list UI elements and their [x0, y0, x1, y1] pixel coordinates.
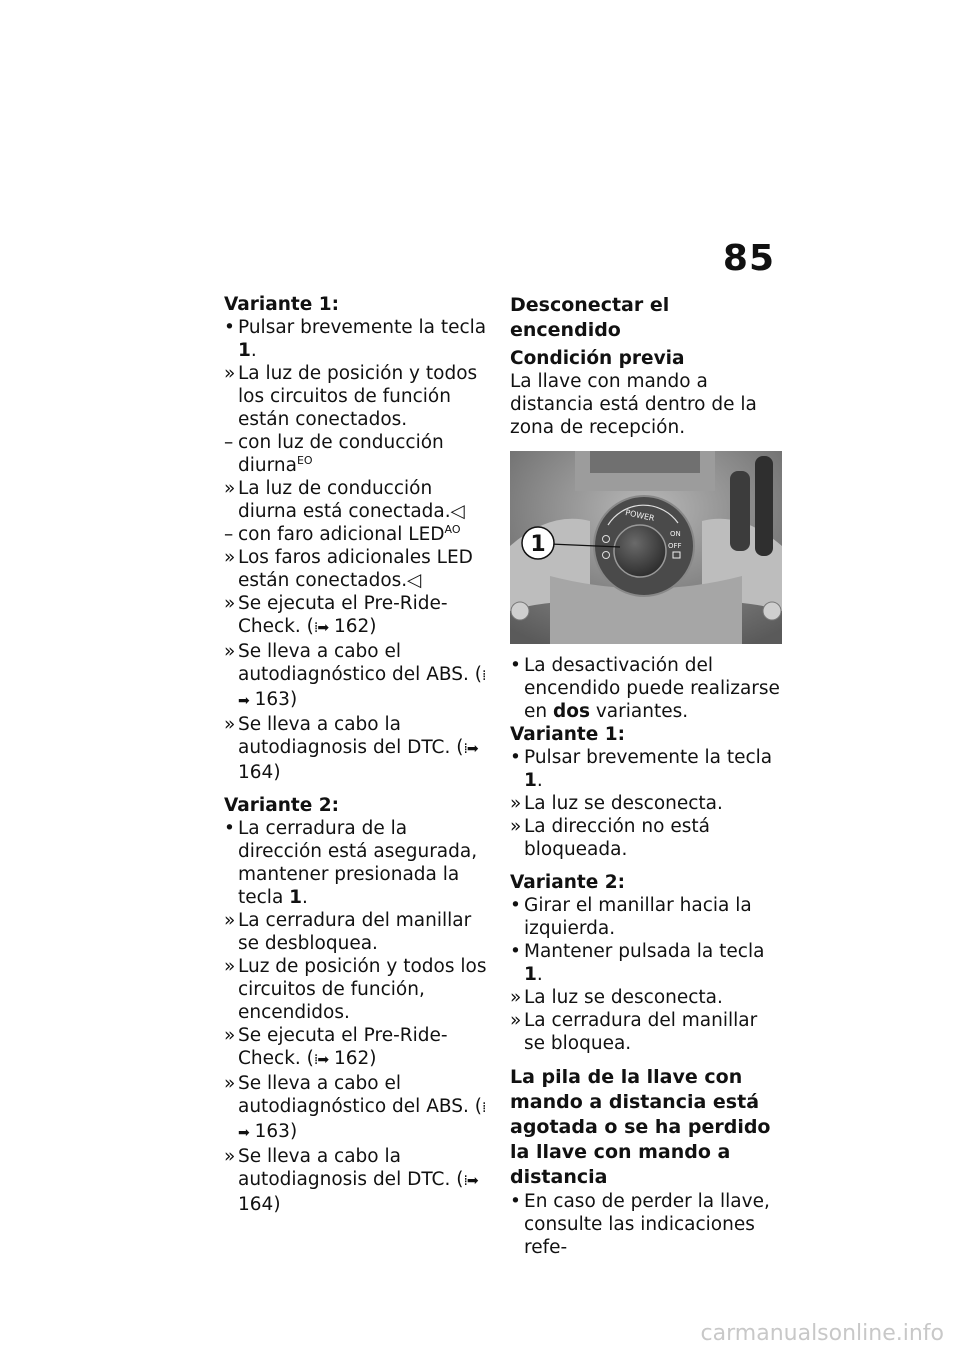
page-number: 85	[722, 238, 775, 279]
result-marker: »	[224, 547, 236, 568]
page-reference-arrow-icon: ⁞➡	[238, 668, 486, 709]
page-reference-link[interactable]: 163	[248, 1121, 290, 1142]
result-marker: »	[224, 910, 236, 931]
list-item: » Se lleva a cabo el autodiagnóstico del ABS. (⁞➡ 163)	[224, 1073, 486, 1142]
variant-1-list	[224, 316, 492, 784]
lost-key-list	[510, 1190, 782, 1259]
page-reference-link[interactable]: 164	[238, 1194, 274, 1215]
bullet-marker: •	[224, 818, 235, 839]
result-marker: »	[510, 793, 522, 814]
list-item: » La luz se desconecta.	[510, 987, 723, 1008]
list-item: » Se lleva a cabo la autodiagnosis del DTC. (⁞➡ 164)	[224, 1146, 478, 1215]
right-variant-1-list	[510, 746, 782, 861]
callout-number: 1	[530, 532, 546, 557]
lost-key-heading: La pila de la llave con mando a distancia está agotada o se ha perdido la llave con mando a distancia	[510, 1066, 771, 1188]
variant-1-heading: Variante 1:	[224, 294, 340, 315]
option-superscript: AO	[444, 522, 461, 536]
option-superscript: EO	[296, 453, 313, 467]
list-item: • Pulsar brevemente la tecla 1.	[224, 317, 487, 361]
left-column	[224, 293, 492, 1216]
result-marker: »	[510, 1010, 522, 1031]
ignition-button-photo	[510, 451, 782, 644]
list-item: • La desactivación del encendido puede realizarse en dos variantes.	[510, 655, 780, 722]
list-item: » Se lleva a cabo el autodiagnóstico del ABS. (⁞➡ 163)	[224, 641, 486, 710]
result-marker: »	[510, 816, 522, 837]
page-reference-arrow-icon: ⁞➡	[313, 1052, 329, 1068]
right-variant-2-heading: Variante 2:	[510, 872, 626, 893]
list-item: » La cerradura del manillar se bloquea.	[510, 1010, 758, 1054]
result-marker: »	[224, 478, 236, 499]
result-marker: »	[224, 1073, 236, 1094]
precondition-text: La llave con mando a distancia está dentro de la zona de recepción.	[510, 371, 757, 438]
key-reference: dos	[553, 701, 590, 722]
page-reference-arrow-icon: ⁞➡	[238, 1100, 486, 1141]
list-item: • Mantener pulsada la tecla 1.	[510, 941, 765, 985]
list-item: • La cerradura de la dirección está asegurada, mantener presionada la tecla 1.	[224, 818, 478, 908]
page-reference-arrow-icon: ⁞➡	[463, 1173, 478, 1189]
list-item: » Se ejecuta el Pre-Ride-Check. (⁞➡ 162)	[224, 593, 448, 637]
result-marker: »	[224, 641, 236, 662]
key-reference: 1	[289, 887, 303, 908]
bullet-marker: •	[510, 655, 521, 676]
list-item: » La luz de conducción diurna está conectada.◁	[224, 478, 465, 522]
bullet-marker: •	[510, 747, 521, 768]
result-marker: »	[510, 987, 522, 1008]
page-reference-link[interactable]: 162	[328, 616, 370, 637]
list-item: » Luz de posición y todos los circuitos de función, encendidos.	[224, 956, 487, 1023]
key-reference: 1	[238, 340, 251, 361]
result-marker: »	[224, 593, 236, 614]
right-variant-1-heading: Variante 1:	[510, 724, 626, 745]
intro-list	[510, 654, 782, 723]
list-item: » La cerradura del manillar se desbloquea.	[224, 910, 472, 954]
bullet-marker: •	[510, 941, 521, 962]
power-label: POWER	[624, 508, 656, 524]
page-reference-link[interactable]: 164	[238, 762, 274, 783]
result-marker: »	[224, 1146, 236, 1167]
list-item: » La dirección no está bloqueada.	[510, 816, 710, 860]
right-column	[510, 293, 782, 1259]
page-reference-arrow-icon: ⁞➡	[463, 741, 478, 757]
list-item: » Se lleva a cabo la autodiagnosis del DTC. (⁞➡ 164)	[224, 714, 478, 783]
watermark: carmanualsonline.info	[700, 1321, 944, 1346]
bullet-marker: •	[510, 895, 521, 916]
result-marker: »	[224, 956, 236, 977]
list-item: » La luz se desconecta.	[510, 793, 723, 814]
bullet-marker: •	[510, 1191, 521, 1212]
list-item: » La luz de posición y todos los circuitos de función están conectados.	[224, 363, 478, 430]
ignition-button-illustration	[510, 451, 782, 644]
condition-marker: –	[224, 432, 234, 453]
right-variant-2-list	[510, 894, 782, 1055]
page-reference-arrow-icon: ⁞➡	[313, 620, 329, 636]
off-label: OFF	[668, 542, 682, 550]
list-item: » Los faros adicionales LED están conectados.◁	[224, 547, 473, 591]
list-item: • Girar el manillar hacia la izquierda.	[510, 895, 752, 939]
list-item: » Se ejecuta el Pre-Ride-Check. (⁞➡ 162)	[224, 1025, 448, 1069]
list-item: • Pulsar brevemente la tecla 1.	[510, 747, 773, 791]
list-item: – con faro adicional $LED^{AO}$	[224, 522, 461, 545]
variant-2-heading: Variante 2:	[224, 795, 340, 816]
precondition-heading: Condición previa	[510, 348, 685, 369]
condition-marker: –	[224, 524, 234, 545]
result-marker: »	[224, 1025, 236, 1046]
list-item: • En caso de perder la llave, consulte las indicaciones refe-	[510, 1191, 770, 1258]
section-title: Desconectar el encendido	[510, 294, 670, 341]
page-reference-link[interactable]: 162	[328, 1048, 370, 1069]
bullet-marker: •	[224, 317, 235, 338]
result-marker: »	[224, 714, 236, 735]
page-reference-link[interactable]: 163	[248, 689, 290, 710]
list-item: – con luz de conducción diurna$^{EO}$	[224, 432, 444, 476]
on-label: ON	[670, 530, 681, 538]
key-reference: 1	[524, 964, 537, 985]
key-reference: 1	[524, 770, 537, 791]
variant-2-list	[224, 817, 492, 1216]
result-marker: »	[224, 363, 236, 384]
